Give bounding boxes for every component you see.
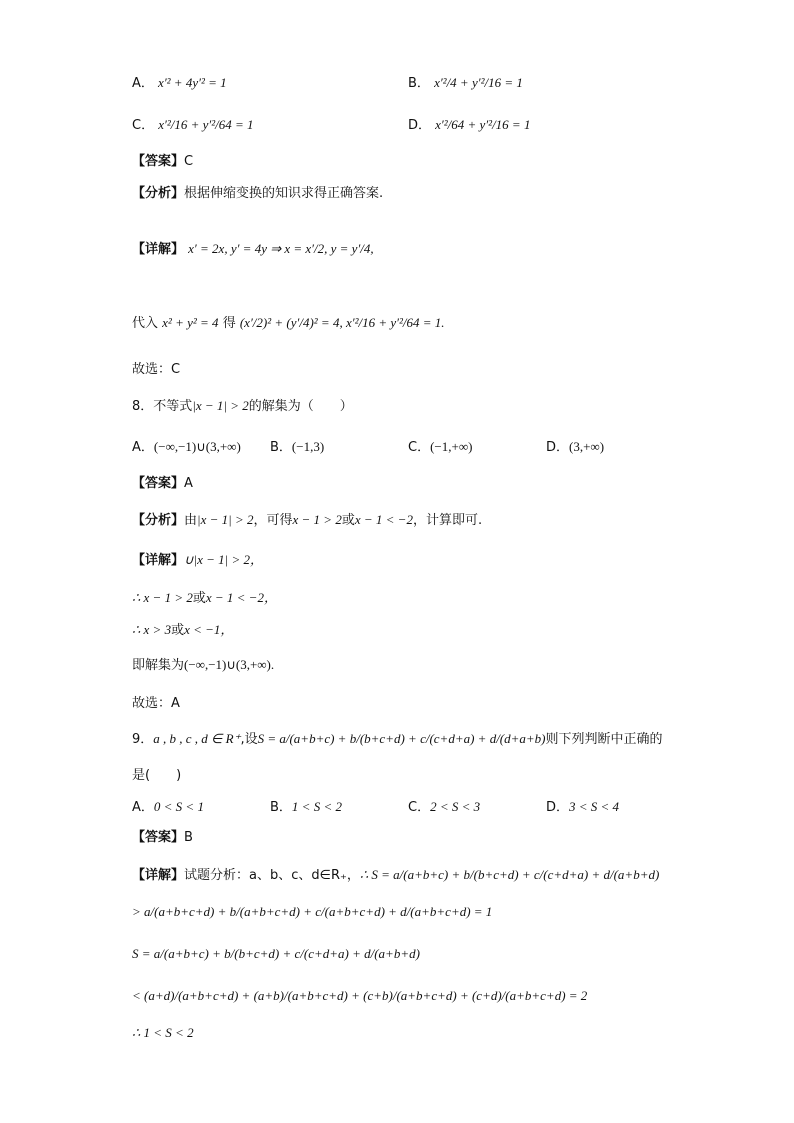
q7-option-b xyxy=(408,72,523,91)
q7-analysis xyxy=(132,182,383,201)
answer-value: C xyxy=(184,154,194,169)
q8-detail xyxy=(132,549,263,568)
stem-tail: 则下列判断中正确的 xyxy=(545,732,663,747)
q9-lower-bound-line: > a/(a+b+c+d) + b/(a+b+c+d) + c/(a+b+c+d) + d/(a+b+c+d) = 1 xyxy=(132,904,493,919)
q8-detail-line-3 xyxy=(132,619,233,638)
option-math: 0 < S < 1 xyxy=(153,799,204,814)
detail-system: x′ = 2x, y′ = 4y ⇒ x = x′/2, y = y′/4, xyxy=(188,241,374,256)
q8-option-c xyxy=(408,436,472,455)
q9-stem-line-2: 是( ) xyxy=(132,768,182,783)
option-label: B． xyxy=(270,440,292,455)
option-math: x′² + 4y′² = 1 xyxy=(158,75,227,90)
option-label: A． xyxy=(132,76,154,91)
q9-conclusion: ∴ 1 < S < 2 xyxy=(132,1025,194,1040)
q7-answer xyxy=(132,150,193,169)
detail-tag: 【详解】 xyxy=(132,553,185,568)
option-label: C． xyxy=(408,800,431,815)
sub-de: 得 xyxy=(222,316,236,331)
q8-option-b xyxy=(270,436,324,455)
q7-option-d xyxy=(408,114,530,133)
q9-option-d xyxy=(546,796,619,815)
q8-option-a xyxy=(132,436,241,455)
analysis-pre: 由 xyxy=(184,513,198,528)
q8-stem xyxy=(132,395,353,414)
sub-result: (x′/2)² + (y′/4)² = 4, x′²/16 + y′²/64 = 1. xyxy=(239,315,445,330)
q9-option-c xyxy=(408,796,480,815)
detail-line-2-post: x − 1 < −2， xyxy=(205,590,277,605)
detail-line-3-or: 或 xyxy=(171,623,185,638)
detail-line-2-pre: ∴ x − 1 > 2 xyxy=(132,590,193,605)
option-math: (−∞,−1)∪(3,+∞) xyxy=(153,439,241,454)
detail-line-2-or: 或 xyxy=(192,591,206,606)
option-math: x′²/64 + y′²/16 = 1 xyxy=(435,117,531,132)
q8-option-d xyxy=(546,436,604,455)
analysis-mid: ，可得 xyxy=(253,513,293,528)
detail-line-3-pre: ∴ x > 3 xyxy=(132,622,172,637)
q9-answer xyxy=(132,826,193,845)
option-label: D． xyxy=(546,800,570,815)
option-math: x′²/4 + y′²/16 = 1 xyxy=(434,75,523,90)
analysis-tag: 【分析】 xyxy=(132,186,185,201)
option-math: 2 < S < 3 xyxy=(430,799,481,814)
stem-number: 9． xyxy=(132,732,154,747)
q7-option-c xyxy=(132,114,254,133)
stem-s-def: S = a/(a+b+c) + b/(b+c+d) + c/(c+d+a) + d/(d+a+b) xyxy=(257,731,546,746)
q8-solution xyxy=(132,654,274,673)
detail-s-expression: ∴ S = a/(a+b+c) + b/(b+c+d) + c/(c+d+a) + d/(a+b+d) xyxy=(359,867,660,882)
sub-prefix: 代入 xyxy=(132,316,159,331)
option-math: (−1,3) xyxy=(291,439,325,454)
option-label: D． xyxy=(408,118,432,133)
detail-tag: 【详解】 xyxy=(132,868,185,883)
option-math: x′²/16 + y′²/64 = 1 xyxy=(158,117,254,132)
analysis-or: 或 xyxy=(341,513,355,528)
option-label: B． xyxy=(270,800,292,815)
q7-detail xyxy=(132,238,374,257)
solution-set: (−∞,−1)∪(3,+∞). xyxy=(184,657,275,672)
solution-pre: 即解集为 xyxy=(132,658,185,673)
answer-tag: 【答案】 xyxy=(132,476,185,491)
q9-stem xyxy=(132,728,663,747)
analysis-case-1: x − 1 > 2 xyxy=(292,512,342,527)
stem-number: 8．不等式 xyxy=(132,399,193,414)
stem-inequality: |x − 1| > 2 xyxy=(192,398,249,413)
q7-substitution xyxy=(132,312,445,331)
q9-option-b xyxy=(270,796,342,815)
q8-analysis xyxy=(132,509,482,528)
q9-upper-bound-line: < (a+d)/(a+b+c+d) + (a+b)/(a+b+c+d) + (c+b)/(a+b+c+d) + (c+d)/(a+b+c+d) = 2 xyxy=(132,988,588,1003)
option-math: 3 < S < 4 xyxy=(569,799,620,814)
stem-vars: a , b , c , d ∈ R⁺ xyxy=(153,731,241,746)
answer-tag: 【答案】 xyxy=(132,830,185,845)
stem-let: ,设 xyxy=(240,732,258,747)
option-label: D． xyxy=(546,440,570,455)
sub-equation: x² + y² = 4 xyxy=(162,315,219,330)
answer-tag: 【答案】 xyxy=(132,154,185,169)
q8-answer xyxy=(132,472,193,491)
analysis-tag: 【分析】 xyxy=(132,513,185,528)
q8-choose: 故选：A xyxy=(132,696,180,711)
analysis-tail: ，计算即可. xyxy=(412,513,483,528)
answer-value: A xyxy=(184,476,193,491)
q7-option-a xyxy=(132,72,227,91)
option-label: A． xyxy=(132,440,154,455)
q8-detail-line-2 xyxy=(132,587,277,606)
detail-line-3-post: x < −1， xyxy=(184,622,234,637)
q9-detail xyxy=(132,864,659,883)
analysis-case-2: x − 1 < −2 xyxy=(354,512,413,527)
q7-choose: 故选：C xyxy=(132,362,181,377)
option-label: C． xyxy=(408,440,431,455)
detail-tag: 【详解】 xyxy=(132,242,185,257)
option-label: C． xyxy=(132,118,155,133)
option-math: (3,+∞) xyxy=(569,439,605,454)
detail-text: 试题分析：a、b、c、d∈R₊， xyxy=(184,868,360,883)
answer-value: B xyxy=(184,830,193,845)
option-label: A． xyxy=(132,800,154,815)
option-label: B． xyxy=(408,76,430,91)
analysis-text: 根据伸缩变换的知识求得正确答案. xyxy=(184,186,384,201)
q9-option-a xyxy=(132,796,204,815)
analysis-inequality: |x − 1| > 2 xyxy=(197,512,254,527)
detail-line-1: ∪|x − 1| > 2， xyxy=(184,552,263,567)
stem-tail: 的解集为（ ） xyxy=(248,399,353,414)
option-math: (−1,+∞) xyxy=(430,439,473,454)
option-math: 1 < S < 2 xyxy=(291,799,342,814)
q9-s-restated: S = a/(a+b+c) + b/(b+c+d) + c/(c+d+a) + d/(a+b+d) xyxy=(132,946,420,961)
